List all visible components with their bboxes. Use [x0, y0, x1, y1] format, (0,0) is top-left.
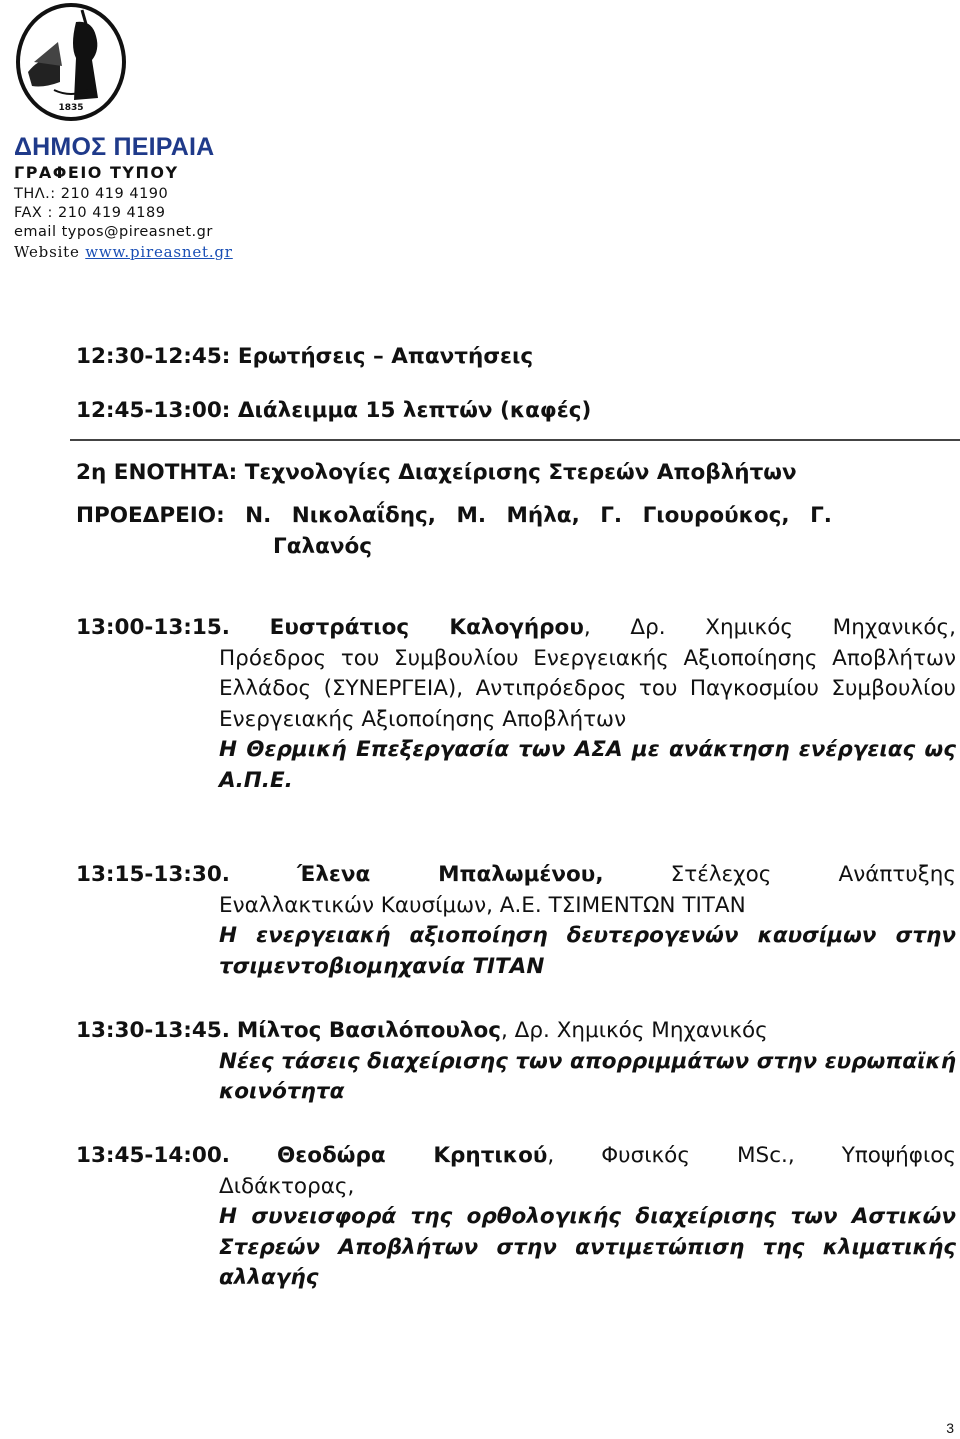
talk-entry — [76, 860, 956, 982]
speaker-title: , Φυσικός MSc., Υποψήφιος — [547, 1143, 956, 1168]
section-title: 2η ΕΝΟΤΗΤΑ: Τεχνολογίες Διαχείρισης Στερεών Αποβλήτων — [76, 460, 797, 485]
talk-time: 13:45-14:00. — [76, 1143, 230, 1168]
talk-topic: Η συνεισφορά της ορθολογικής διαχείρισης των Αστικών Στερεών Αποβλήτων στην αντιμετώπιση της κλιματικής αλλαγής — [219, 1204, 956, 1290]
talk-time: 13:30-13:45. — [76, 1018, 230, 1043]
email-line: email typos@pireasnet.gr — [14, 224, 213, 240]
press-office-label: ΓΡΑΦΕΙΟ ΤΥΠΟΥ — [14, 163, 179, 182]
presidium-line-2: Γαλανός — [273, 534, 373, 559]
logo-year: 1835 — [58, 103, 84, 113]
talk-entry — [76, 1016, 956, 1108]
speaker-affiliation: Πρόεδρος του Συμβουλίου Ενεργειακής Αξιοποίησης Αποβλήτων Ελλάδος (ΣΥΝΕΡΓΕΙΑ), Αντιπρόεδρος του Παγκοσμίου Συμβουλίου Ενεργειακής Αξιοποίησης Αποβλήτων — [219, 645, 956, 732]
break-slot: 12:45-13:00: Διάλειμμα 15 λεπτών (καφές) — [76, 398, 592, 423]
speaker-name: Θεοδώρα Κρητικού — [277, 1143, 548, 1168]
talk-topic: Νέες τάσεις διαχείρισης των απορριμμάτων στην ευρωπαϊκή κοινότητα — [219, 1048, 956, 1104]
talk-time: 13:15-13:30. — [76, 862, 230, 887]
fax-line: FAX : 210 419 4189 — [14, 205, 166, 221]
website-line — [14, 243, 233, 261]
municipality-logo — [14, 2, 128, 122]
page-number: 3 — [946, 1420, 954, 1436]
talk-topic: Η Θερμική Επεξεργασία των ΑΣΑ με ανάκτηση ενέργειας ως Α.Π.Ε. — [219, 737, 956, 793]
municipality-title: ΔΗΜΟΣ ΠΕΙΡΑΙΑ — [14, 133, 215, 161]
website-label: Website — [14, 243, 80, 261]
phone-line: ΤΗΛ.: 210 419 4190 — [14, 186, 169, 202]
talk-entry — [76, 613, 956, 796]
talk-topic: Η ενεργειακή αξιοποίηση δευτερογενών καυσίμων στην τσιμεντοβιομηχανία ΤΙΤΑΝ — [219, 923, 956, 979]
speaker-title: Στέλεχος Ανάπτυξης — [670, 862, 956, 887]
presidium-line: ΠΡΟΕΔΡΕΙΟ: Ν. Νικολαΐδης, Μ. Μήλα, Γ. Γιουρούκος, Γ. — [76, 503, 832, 528]
speaker-affiliation: Διδάκτορας, — [219, 1173, 355, 1199]
speaker-affiliation: Εναλλακτικών Καυσίμων, Α.Ε. ΤΣΙΜΕΝΤΩΝ ΤΙΤΑΝ — [219, 892, 746, 918]
speaker-name: Μίλτος Βασιλόπουλος — [236, 1018, 501, 1043]
speaker-name: Έλενα Μπαλωμένου, — [297, 862, 604, 887]
speaker-title: , Δρ. Χημικός Μηχανικός, — [583, 615, 956, 640]
qa-slot: 12:30-12:45: Ερωτήσεις – Απαντήσεις — [76, 344, 534, 369]
separator-line — [70, 439, 960, 441]
speaker-title: , Δρ. Χημικός Μηχανικός — [501, 1018, 768, 1043]
talk-entry — [76, 1141, 956, 1294]
speaker-name: Ευστράτιος Καλογήρου — [269, 615, 584, 640]
talk-time: 13:00-13:15. — [76, 615, 230, 640]
website-link[interactable]: www.pireasnet.gr — [85, 243, 233, 261]
